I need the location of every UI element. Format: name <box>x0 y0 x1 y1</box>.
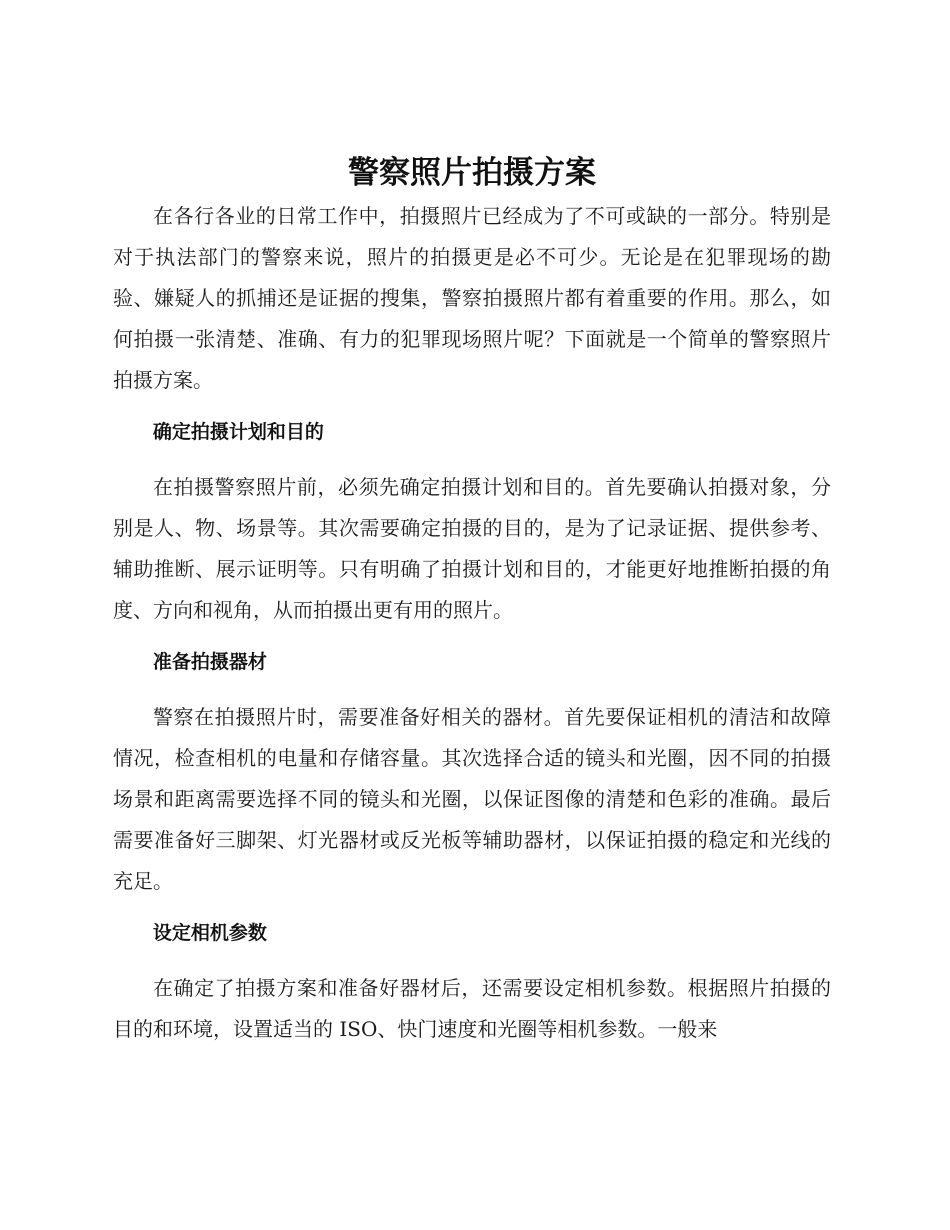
section-heading-camera-settings: 设定相机参数 <box>152 922 267 944</box>
section-heading-equipment: 准备拍摄器材 <box>152 651 267 673</box>
section-body-camera-settings: 在确定了拍摄方案和准备好器材后，还需要设定相机参数。根据照片拍摄的目的和环境，设置适当的 ISO、快门速度和光圈等相机参数。一般来 <box>113 976 831 1041</box>
intro-paragraph: 在各行各业的日常工作中，拍摄照片已经成为了不可或缺的一部分。特别是对于执法部门的警察来说，照片的拍摄更是必不可少。无论是在犯罪现场的勘验、嫌疑人的抓捕还是证据的搜集，警察拍摄照片都有着重要的作用。那么，如何拍摄一张清楚、准确、有力的犯罪现场照片呢？下面就是一个简单的警察照片拍摄方案。 <box>113 204 831 392</box>
section-body-plan: 在拍摄警察照片前，必须先确定拍摄计划和目的。首先要确认拍摄对象，分别是人、物、场景等。其次需要确定拍摄的目的，是为了记录证据、提供参考、辅助推断、展示证明等。只有明确了拍摄计划和目的，才能更好地推断拍摄的角度、方向和视角，从而拍摄出更有用的照片。 <box>113 475 831 622</box>
page-title: 警察照片拍摄方案 <box>348 155 596 191</box>
section-body-equipment: 警察在拍摄照片时，需要准备好相关的器材。首先要保证相机的清洁和故障情况，检查相机的电量和存储容量。其次选择合适的镜头和光圈，因不同的拍摄场景和距离需要选择不同的镜头和光圈，以保证图像的清楚和色彩的准确。最后需要准备好三脚架、灯光器材或反光板等辅助器材，以保证拍摄的稳定和光线的充足。 <box>113 705 831 893</box>
document-content <box>113 150 831 1050</box>
section-heading-plan: 确定拍摄计划和目的 <box>152 421 324 443</box>
